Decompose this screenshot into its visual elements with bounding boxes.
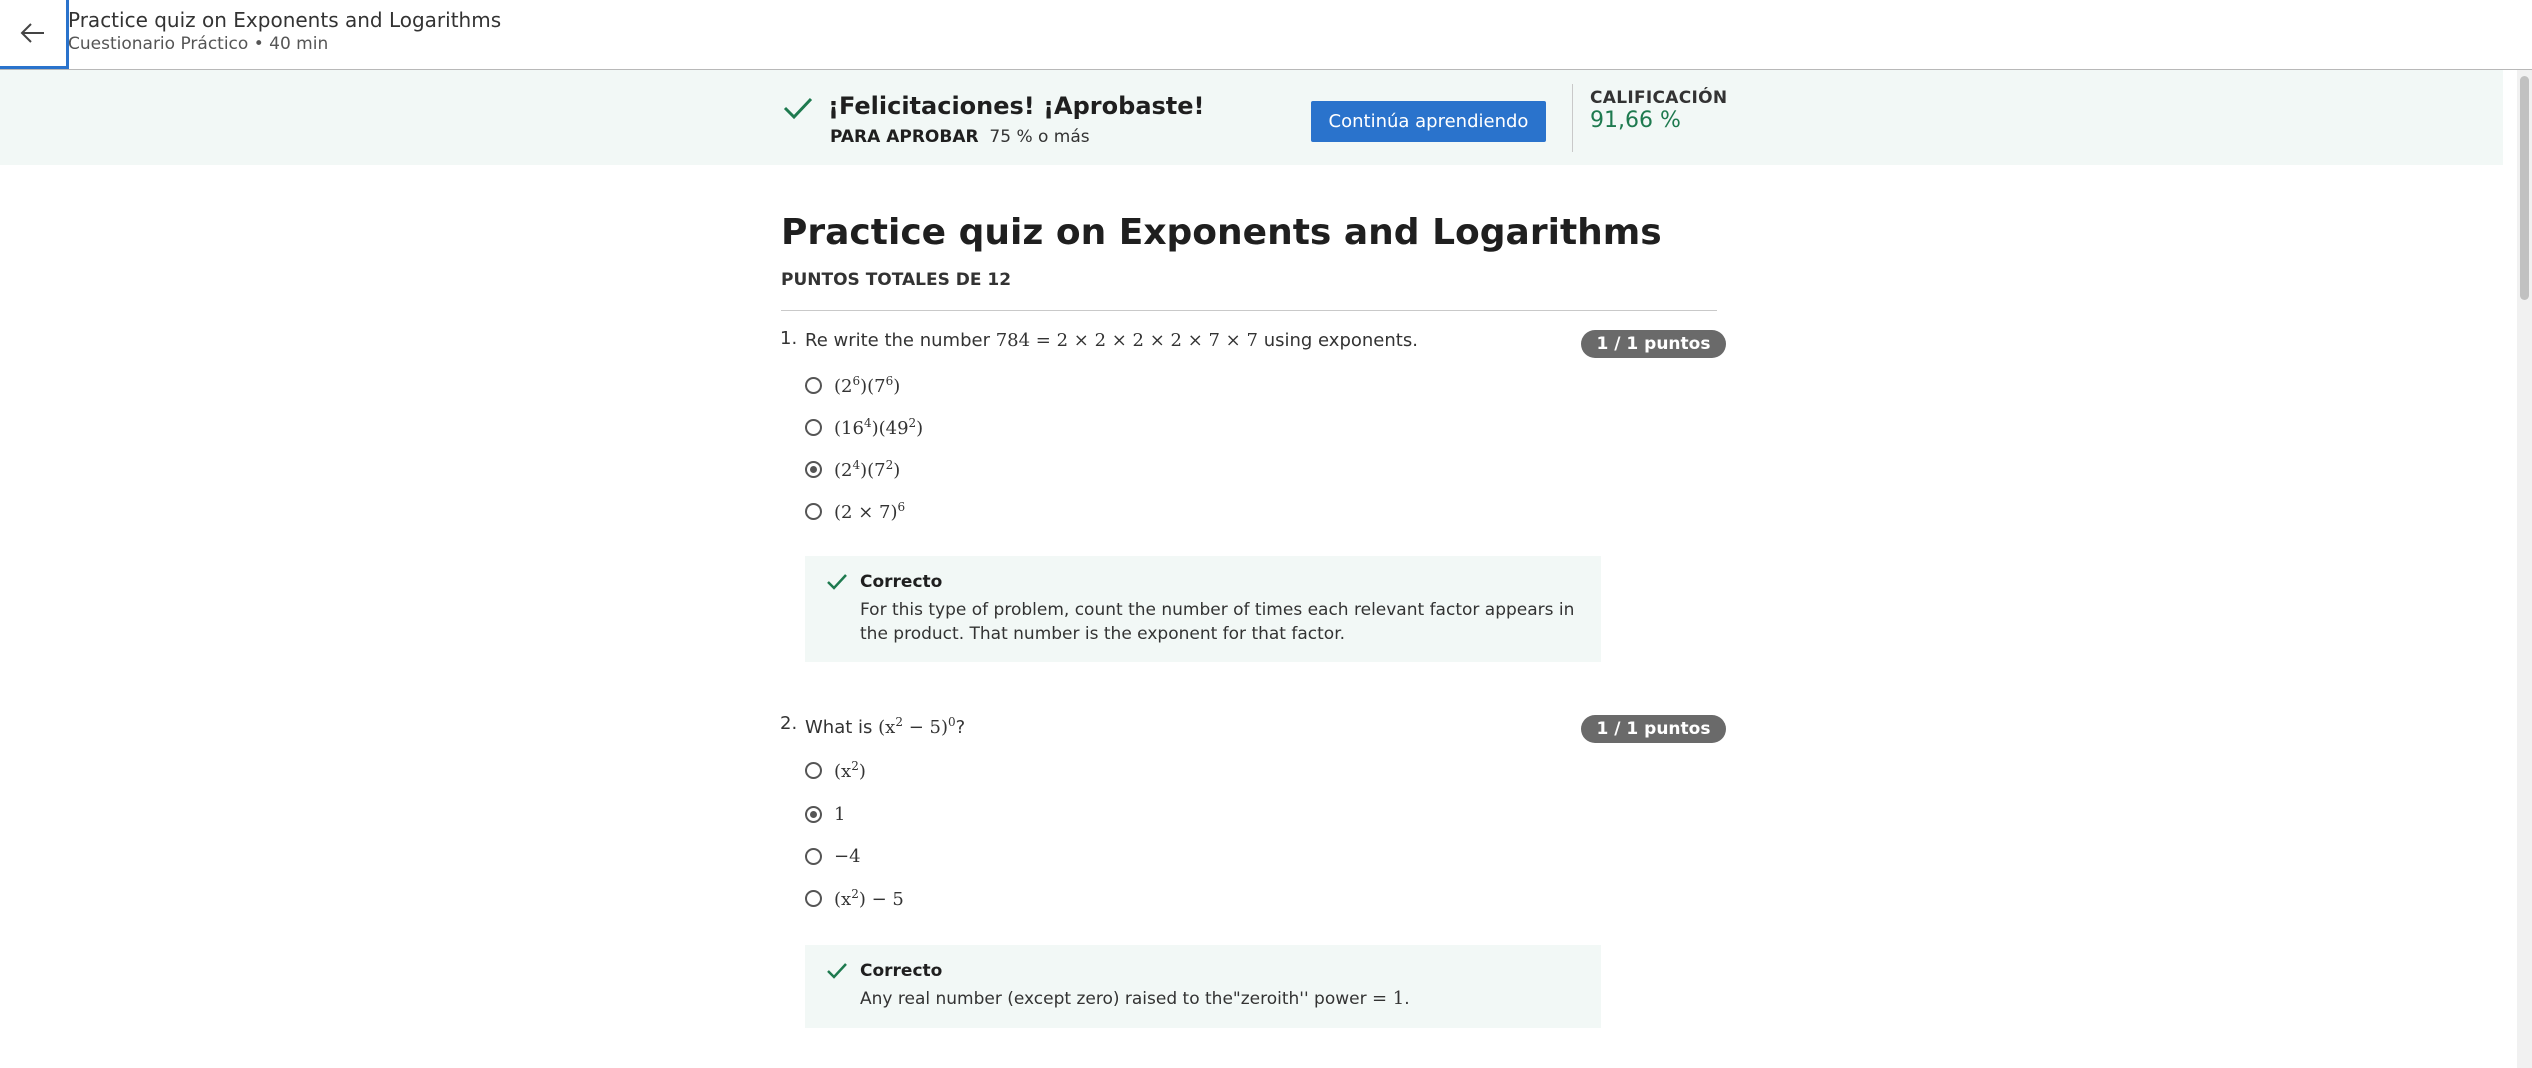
answer-option-selected[interactable] bbox=[805, 800, 845, 828]
check-icon bbox=[826, 962, 848, 980]
check-icon bbox=[826, 573, 848, 591]
feedback-text-main: Any real number (except zero) raised to the"zeroith'' power bbox=[860, 989, 1367, 1009]
question-prefix: Re write the number bbox=[805, 330, 990, 351]
grade-value: 91,66 % bbox=[1590, 108, 1681, 133]
points-badge: 1 / 1 puntos bbox=[1581, 715, 1726, 743]
quiz-title: Practice quiz on Exponents and Logarithms bbox=[781, 212, 1662, 253]
header-subtitle: Cuestionario Práctico • 40 min bbox=[68, 34, 329, 54]
option-label: $(x^2) - 5$ bbox=[834, 886, 904, 910]
question-text bbox=[805, 715, 965, 738]
option-label: 1 bbox=[834, 803, 846, 825]
pass-value: 75 % o más bbox=[989, 127, 1090, 147]
question-number: 2. bbox=[780, 713, 798, 734]
option-label: $(16^4)(49^2)$ bbox=[834, 415, 924, 439]
radio-button[interactable] bbox=[805, 419, 822, 436]
question-text bbox=[805, 330, 1418, 351]
feedback-title: Correcto bbox=[860, 572, 943, 592]
option-label: $(2^6)(7^6)$ bbox=[834, 373, 901, 397]
feedback-text: Any real number (except zero) raised to the"zeroith'' power = 1. bbox=[860, 988, 1410, 1009]
feedback-title: Correcto bbox=[860, 961, 943, 981]
arrow-left-icon bbox=[20, 22, 46, 44]
radio-button[interactable] bbox=[805, 377, 822, 394]
radio-button-selected[interactable] bbox=[805, 806, 822, 823]
continue-learning-button[interactable]: Continúa aprendiendo bbox=[1311, 101, 1546, 142]
back-button[interactable] bbox=[0, 0, 69, 69]
option-label: −4 bbox=[834, 845, 861, 867]
option-label: $(2 \times 7)^6$ bbox=[834, 499, 906, 523]
radio-button[interactable] bbox=[805, 503, 822, 520]
question-suffix: ? bbox=[955, 717, 966, 738]
answer-option[interactable] bbox=[805, 756, 866, 784]
radio-button[interactable] bbox=[805, 762, 822, 779]
math-expression: 784 = 2 × 2 × 2 × 2 × 7 × 7 bbox=[995, 330, 1258, 351]
pass-requirement bbox=[830, 127, 1090, 147]
option-label: $(x^2)$ bbox=[834, 758, 866, 782]
grade-label: CALIFICACIÓN bbox=[1590, 88, 1728, 108]
math-expression: = 1 bbox=[1372, 988, 1405, 1009]
result-banner bbox=[0, 70, 2503, 165]
check-icon bbox=[783, 96, 813, 120]
feedback-text: For this type of problem, count the number of times each relevant factor appears in the product. That number is the exponent for that factor. bbox=[860, 600, 1575, 644]
feedback-box bbox=[805, 556, 1601, 662]
congrats-message: ¡Felicitaciones! ¡Aprobaste! bbox=[828, 92, 1205, 120]
radio-button[interactable] bbox=[805, 848, 822, 865]
pass-label: PARA APROBAR bbox=[830, 127, 979, 147]
answer-option[interactable] bbox=[805, 371, 900, 399]
question-suffix: using exponents. bbox=[1263, 330, 1418, 351]
page-header bbox=[0, 0, 2532, 70]
answer-option[interactable] bbox=[805, 884, 904, 912]
answer-option[interactable] bbox=[805, 497, 905, 525]
answer-option[interactable] bbox=[805, 413, 923, 441]
total-points: PUNTOS TOTALES DE 12 bbox=[781, 270, 1012, 290]
answer-option[interactable] bbox=[805, 842, 861, 870]
question-number: 1. bbox=[780, 328, 798, 349]
feedback-box bbox=[805, 945, 1601, 1028]
divider bbox=[781, 310, 1717, 311]
points-badge: 1 / 1 puntos bbox=[1581, 330, 1726, 358]
scrollbar[interactable] bbox=[2517, 70, 2532, 1068]
answer-option-selected[interactable] bbox=[805, 455, 900, 483]
banner-divider bbox=[1572, 84, 1573, 152]
header-title: Practice quiz on Exponents and Logarithms bbox=[68, 8, 502, 32]
question-prefix: What is bbox=[805, 717, 873, 738]
scroll-thumb[interactable] bbox=[2520, 76, 2529, 300]
option-label: $(2^4)(7^2)$ bbox=[834, 457, 901, 481]
radio-button[interactable] bbox=[805, 890, 822, 907]
math-expression: $(x^2 - 5)^0$ bbox=[878, 715, 956, 738]
radio-button-selected[interactable] bbox=[805, 461, 822, 478]
